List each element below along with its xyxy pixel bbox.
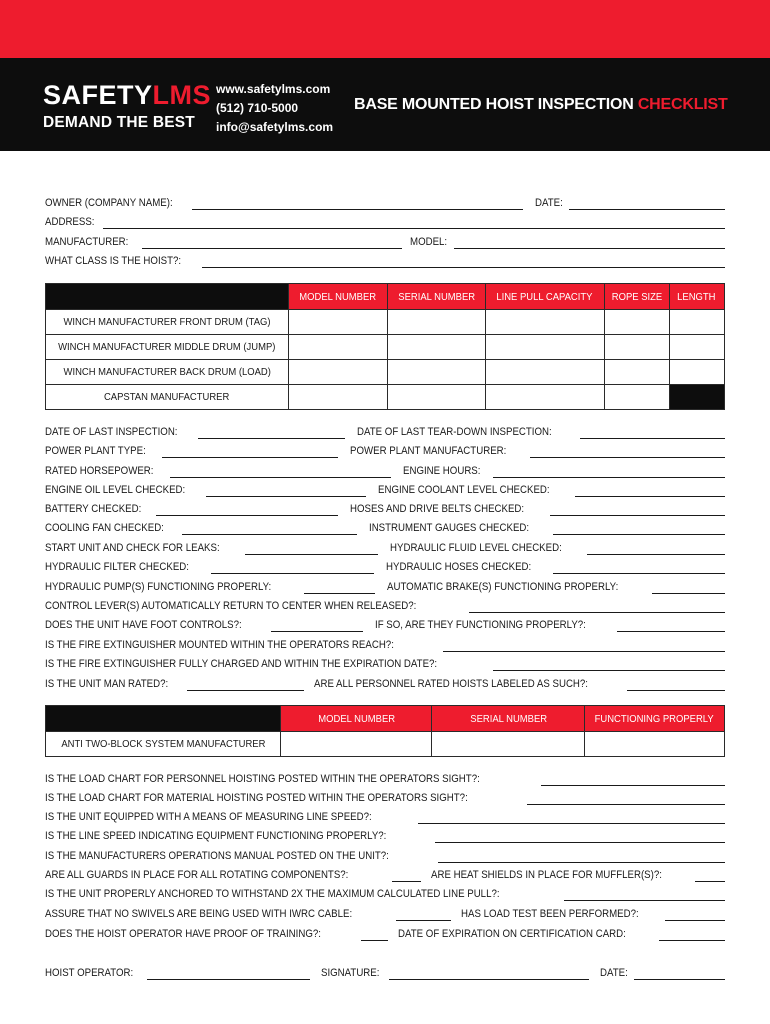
oil-level-field[interactable] xyxy=(206,486,366,497)
row-ops-manual xyxy=(45,849,725,863)
table-corner xyxy=(46,706,281,732)
cooling-fan-field[interactable] xyxy=(182,524,357,535)
row-line-speed-equipment xyxy=(45,829,725,843)
signature-label: SIGNATURE: xyxy=(321,967,380,979)
row-line-speed-means xyxy=(45,810,725,824)
man-rated-field[interactable] xyxy=(187,680,304,691)
row-training-expiration xyxy=(45,927,725,941)
hydraulic-filter-label: HYDRAULIC FILTER CHECKED: xyxy=(45,561,189,573)
proof-training-field[interactable] xyxy=(361,930,388,941)
table-row xyxy=(46,310,725,335)
table-cell[interactable] xyxy=(288,360,387,385)
hydraulic-filter-field[interactable] xyxy=(211,563,374,574)
anti-two-block-table xyxy=(45,705,725,757)
ops-manual-field[interactable] xyxy=(438,852,725,863)
rated-hp-field[interactable] xyxy=(170,467,391,478)
row-engine-levels xyxy=(45,483,725,497)
personnel-labeled-label: ARE ALL PERSONNEL RATED HOISTS LABELED AS SUCH?: xyxy=(314,678,589,690)
extinguisher-charged-label: IS THE FIRE EXTINGUISHER FULLY CHARGED AND WITHIN THE EXPIRATION DATE?: xyxy=(45,658,438,670)
table-row xyxy=(46,335,725,360)
row-swivels-load-test xyxy=(45,907,725,921)
row-load-chart-material xyxy=(45,791,725,805)
table-cell-blocked xyxy=(669,385,724,410)
last-inspection-field[interactable] xyxy=(198,428,345,439)
hoses-belts-field[interactable] xyxy=(550,505,725,516)
engine-hours-field[interactable] xyxy=(493,467,725,478)
last-teardown-label: DATE OF LAST TEAR-DOWN INSPECTION: xyxy=(357,426,552,438)
owner-label: OWNER (COMPANY NAME): xyxy=(45,197,173,209)
load-test-field[interactable] xyxy=(665,910,725,921)
battery-label: BATTERY CHECKED: xyxy=(45,503,142,515)
row-fan-gauges xyxy=(45,521,725,535)
ops-manual-label: IS THE MANUFACTURERS OPERATIONS MANUAL POSTED ON THE UNIT?: xyxy=(45,850,389,862)
col-functioning-properly: FUNCTIONING PROPERLY xyxy=(585,706,725,732)
swivels-field[interactable] xyxy=(396,910,451,921)
guards-label: ARE ALL GUARDS IN PLACE FOR ALL ROTATING COMPONENTS?: xyxy=(45,869,349,881)
load-chart-personnel-label: IS THE LOAD CHART FOR PERSONNEL HOISTING POSTED WITHIN THE OPERATORS SIGHT?: xyxy=(45,773,480,785)
hydraulic-hoses-field[interactable] xyxy=(553,563,725,574)
date-field[interactable] xyxy=(569,199,725,210)
line-speed-equipment-label: IS THE LINE SPEED INDICATING EQUIPMENT FUNCTIONING PROPERLY?: xyxy=(45,830,387,842)
man-rated-label: IS THE UNIT MAN RATED?: xyxy=(45,678,169,690)
foot-functioning-field[interactable] xyxy=(617,621,725,632)
row-load-chart-personnel xyxy=(45,772,725,786)
foot-controls-field[interactable] xyxy=(271,621,363,632)
col-line-pull: LINE PULL CAPACITY xyxy=(486,284,605,310)
table-row xyxy=(46,732,725,757)
auto-brakes-label: AUTOMATIC BRAKE(S) FUNCTIONING PROPERLY: xyxy=(387,581,619,593)
manufacturer-label: MANUFACTURER: xyxy=(45,236,129,248)
load-chart-material-label: IS THE LOAD CHART FOR MATERIAL HOISTING POSTED WITHIN THE OPERATORS SIGHT?: xyxy=(45,792,468,804)
row-hydraulic-filter-hoses xyxy=(45,560,725,574)
proof-training-label: DOES THE HOIST OPERATOR HAVE PROOF OF TRAINING?: xyxy=(45,928,321,940)
row-guards-heat-shields xyxy=(45,868,725,882)
control-levers-field[interactable] xyxy=(469,602,725,613)
row-anchored xyxy=(45,887,725,901)
table-cell[interactable] xyxy=(288,335,387,360)
row-owner-date xyxy=(45,196,725,210)
extinguisher-mounted-field[interactable] xyxy=(443,641,725,652)
address-field[interactable] xyxy=(103,218,725,229)
engine-hours-label: ENGINE HOURS: xyxy=(403,465,481,477)
cooling-fan-label: COOLING FAN CHECKED: xyxy=(45,522,164,534)
battery-field[interactable] xyxy=(156,505,338,516)
row-label-middle-drum: WINCH MANUFACTURER MIDDLE DRUM (JUMP) xyxy=(46,335,289,360)
phone-text: (512) 710-5000 xyxy=(216,101,299,115)
control-levers-label: CONTROL LEVER(S) AUTOMATICALLY RETURN TO CENTER WHEN RELEASED?: xyxy=(45,600,417,612)
winch-table xyxy=(45,283,725,410)
top-red-band xyxy=(0,0,770,58)
row-extinguisher-mounted xyxy=(45,638,725,652)
row-class xyxy=(45,254,725,268)
table-cell[interactable] xyxy=(604,335,669,360)
col-serial-number: SERIAL NUMBER xyxy=(432,706,585,732)
auto-brakes-field[interactable] xyxy=(652,583,725,594)
row-control-levers xyxy=(45,599,725,613)
load-chart-material-field[interactable] xyxy=(527,794,725,805)
power-plant-manufacturer-label: POWER PLANT MANUFACTURER: xyxy=(350,445,507,457)
table-cell[interactable] xyxy=(486,385,605,410)
load-test-label: HAS LOAD TEST BEEN PERFORMED?: xyxy=(461,908,639,920)
row-label-back-drum: WINCH MANUFACTURER BACK DRUM (LOAD) xyxy=(46,360,289,385)
table-header-row xyxy=(46,284,725,310)
cert-expiration-label: DATE OF EXPIRATION ON CERTIFICATION CARD: xyxy=(398,928,626,940)
table-cell[interactable] xyxy=(387,360,485,385)
table-row xyxy=(46,385,725,410)
logo-tagline: DEMAND THE BEST xyxy=(43,114,195,131)
page-title: BASE MOUNTED HOIST INSPECTION CHECKLIST xyxy=(354,96,728,113)
date-label: DATE: xyxy=(535,197,563,209)
table-cell[interactable] xyxy=(486,310,605,335)
table-cell[interactable] xyxy=(486,360,605,385)
gauges-field[interactable] xyxy=(553,524,725,535)
swivels-label: ASSURE THAT NO SWIVELS ARE BEING USED WITH IWRC CABLE: xyxy=(45,908,353,920)
gauges-label: INSTRUMENT GAUGES CHECKED: xyxy=(369,522,530,534)
table-cell[interactable] xyxy=(288,310,387,335)
table-cell[interactable] xyxy=(387,310,485,335)
table-cell[interactable] xyxy=(585,732,725,757)
oil-level-label: ENGINE OIL LEVEL CHECKED: xyxy=(45,484,186,496)
extinguisher-mounted-label: IS THE FIRE EXTINGUISHER MOUNTED WITHIN THE OPERATORS REACH?: xyxy=(45,639,394,651)
contact-info xyxy=(216,80,333,137)
row-battery-hoses xyxy=(45,502,725,516)
signature-field[interactable] xyxy=(389,969,589,980)
power-plant-manufacturer-field[interactable] xyxy=(530,447,725,458)
start-unit-field[interactable] xyxy=(245,544,378,555)
col-model-number: MODEL NUMBER xyxy=(288,284,387,310)
row-label-front-drum: WINCH MANUFACTURER FRONT DRUM (TAG) xyxy=(46,310,289,335)
row-signoff xyxy=(45,966,725,980)
row-label-anti-two-block: ANTI TWO-BLOCK SYSTEM MANUFACTURER xyxy=(46,732,281,757)
row-inspection-dates xyxy=(45,425,725,439)
line-speed-equipment-field[interactable] xyxy=(435,832,725,843)
table-cell[interactable] xyxy=(604,310,669,335)
power-plant-type-field[interactable] xyxy=(162,447,338,458)
line-speed-means-label: IS THE UNIT EQUIPPED WITH A MEANS OF MEASURING LINE SPEED?: xyxy=(45,811,372,823)
foot-controls-label: DOES THE UNIT HAVE FOOT CONTROLS?: xyxy=(45,619,242,631)
table-cell[interactable] xyxy=(280,732,432,757)
anchored-field[interactable] xyxy=(564,890,725,901)
table-header-row xyxy=(46,706,725,732)
email-text: info@safetylms.com xyxy=(216,120,334,134)
manufacturer-field[interactable] xyxy=(142,238,402,249)
table-cell[interactable] xyxy=(288,385,387,410)
coolant-level-field[interactable] xyxy=(575,486,725,497)
hydraulic-fluid-field[interactable] xyxy=(587,544,725,555)
row-address xyxy=(45,215,725,229)
table-cell[interactable] xyxy=(669,310,724,335)
power-plant-type-label: POWER PLANT TYPE: xyxy=(45,445,146,457)
hydraulic-hoses-label: HYDRAULIC HOSES CHECKED: xyxy=(386,561,532,573)
table-cell[interactable] xyxy=(432,732,585,757)
row-man-rated xyxy=(45,677,725,691)
logo-wordmark: SAFETYLMS xyxy=(43,80,212,110)
row-start-fluid xyxy=(45,541,725,555)
foot-functioning-label: IF SO, ARE THEY FUNCTIONING PROPERLY?: xyxy=(375,619,586,631)
signoff-date-label: DATE: xyxy=(600,967,628,979)
row-pumps-brakes xyxy=(45,580,725,594)
col-serial-number: SERIAL NUMBER xyxy=(387,284,485,310)
coolant-level-label: ENGINE COOLANT LEVEL CHECKED: xyxy=(378,484,550,496)
last-teardown-field[interactable] xyxy=(580,428,725,439)
hoses-belts-label: HOSES AND DRIVE BELTS CHECKED: xyxy=(350,503,525,515)
row-label-capstan: CAPSTAN MANUFACTURER xyxy=(46,385,289,410)
owner-field[interactable] xyxy=(192,199,523,210)
cert-expiration-field[interactable] xyxy=(659,930,725,941)
table-corner xyxy=(46,284,289,310)
row-manufacturer-model xyxy=(45,235,725,249)
address-label: ADDRESS: xyxy=(45,216,95,228)
row-horsepower xyxy=(45,464,725,478)
safetylms-logo xyxy=(43,80,213,135)
anchored-label: IS THE UNIT PROPERLY ANCHORED TO WITHSTAND 2X THE MAXIMUM CALCULATED LINE PULL?: xyxy=(45,888,500,900)
website-text: www.safetylms.com xyxy=(216,82,331,96)
model-field[interactable] xyxy=(454,238,725,249)
hydraulic-fluid-label: HYDRAULIC FLUID LEVEL CHECKED: xyxy=(390,542,562,554)
table-cell[interactable] xyxy=(387,385,485,410)
guards-field[interactable] xyxy=(392,871,421,882)
line-speed-means-field[interactable] xyxy=(418,813,725,824)
table-cell[interactable] xyxy=(604,360,669,385)
table-row xyxy=(46,360,725,385)
table-cell[interactable] xyxy=(669,335,724,360)
row-power-plant xyxy=(45,444,725,458)
col-model-number: MODEL NUMBER xyxy=(280,706,432,732)
col-length: LENGTH xyxy=(669,284,724,310)
heat-shields-field[interactable] xyxy=(695,871,725,882)
heat-shields-label: ARE HEAT SHIELDS IN PLACE FOR MUFFLER(S)?: xyxy=(431,869,662,881)
load-chart-personnel-field[interactable] xyxy=(541,775,725,786)
rated-hp-label: RATED HORSEPOWER: xyxy=(45,465,154,477)
row-foot-controls xyxy=(45,618,725,632)
class-label: WHAT CLASS IS THE HOIST?: xyxy=(45,255,182,267)
col-rope-size: ROPE SIZE xyxy=(604,284,669,310)
row-extinguisher-charged xyxy=(45,657,725,671)
hydraulic-pumps-field[interactable] xyxy=(304,583,375,594)
table-cell[interactable] xyxy=(669,360,724,385)
personnel-labeled-field[interactable] xyxy=(627,680,725,691)
signoff-date-field[interactable] xyxy=(634,969,725,980)
last-inspection-label: DATE OF LAST INSPECTION: xyxy=(45,426,178,438)
table-cell[interactable] xyxy=(604,385,669,410)
hydraulic-pumps-label: HYDRAULIC PUMP(S) FUNCTIONING PROPERLY: xyxy=(45,581,272,593)
table-cell[interactable] xyxy=(387,335,485,360)
model-label: MODEL: xyxy=(410,236,448,248)
hoist-operator-label: HOIST OPERATOR: xyxy=(45,967,134,979)
table-cell[interactable] xyxy=(486,335,605,360)
start-unit-label: START UNIT AND CHECK FOR LEAKS: xyxy=(45,542,220,554)
extinguisher-charged-field[interactable] xyxy=(493,660,725,671)
class-field[interactable] xyxy=(202,257,725,268)
hoist-operator-field[interactable] xyxy=(147,969,310,980)
